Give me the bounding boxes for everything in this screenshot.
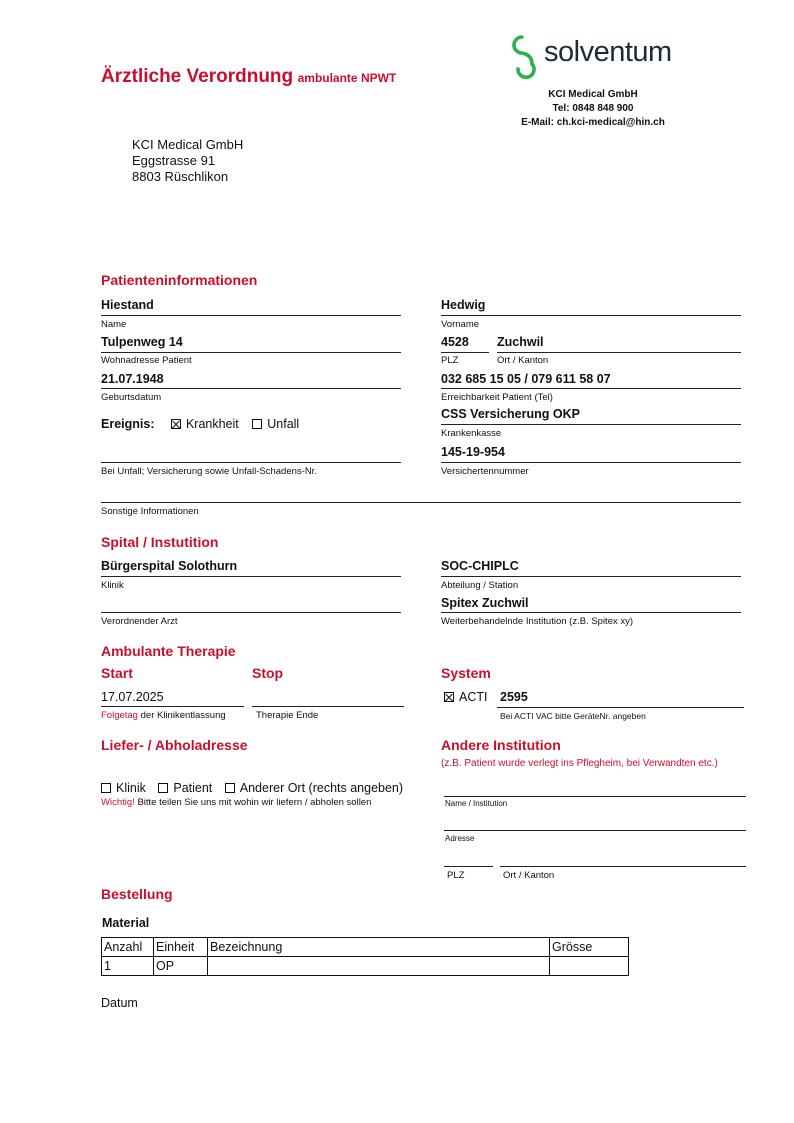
- vorname-label: Vorname: [441, 319, 480, 330]
- cell-anzahl[interactable]: 1: [102, 957, 154, 976]
- start-label-red: Folgetag: [101, 710, 138, 721]
- institution-name-line: [444, 796, 746, 797]
- delivery-note-red: Wichtig!: [101, 797, 135, 808]
- street-label: Wohnadresse Patient: [101, 355, 192, 366]
- accident-label: Bei Unfall; Versicherung sowie Unfall-Schadens-Nr.: [101, 466, 317, 477]
- other-institution-title: Andere Institution: [441, 737, 561, 753]
- birthdate-label: Geburtsdatum: [101, 392, 162, 403]
- accident-line: [101, 462, 401, 463]
- brand-name: solventum: [544, 36, 672, 68]
- event-option-krankheit[interactable]: [171, 417, 242, 431]
- delivery-option-label: Klinik: [116, 781, 146, 795]
- vorname-line: [441, 315, 741, 316]
- checkbox-empty-icon[interactable]: [252, 419, 262, 429]
- street-line: [101, 352, 401, 353]
- institution-plz-label: PLZ: [447, 870, 465, 881]
- institution-ort-line: [500, 866, 746, 867]
- institution-address-line: [444, 830, 746, 831]
- patient-insurer-value[interactable]: CSS Versicherung OKP: [441, 407, 580, 421]
- company-email: E-Mail: ch.kci-medical@hin.ch: [521, 117, 665, 128]
- name-label: Name: [101, 319, 127, 330]
- event-row: [101, 415, 299, 433]
- address-line-3: 8803 Rüschlikon: [132, 169, 229, 184]
- cell-bezeichnung[interactable]: [208, 957, 550, 976]
- phone-label: Erreichbarkeit Patient (Tel): [441, 392, 553, 403]
- therapy-section-title: Ambulante Therapie: [101, 643, 236, 659]
- cell-einheit[interactable]: OP: [154, 957, 208, 976]
- doctor-label: Verordnender Arzt: [101, 616, 178, 627]
- device-label: Bei ACTI VAC bitte GeräteNr. angeben: [500, 711, 646, 721]
- solventum-logo-icon: [508, 33, 542, 79]
- delivery-note: [101, 797, 371, 808]
- patient-name-value[interactable]: Hiestand: [101, 298, 154, 312]
- birthdate-line: [101, 388, 401, 389]
- followup-value[interactable]: Spitex Zuchwil: [441, 596, 529, 610]
- checkbox-empty-icon[interactable]: [158, 783, 168, 793]
- ort-line: [497, 352, 741, 353]
- start-line: [101, 706, 244, 707]
- patient-phone-value[interactable]: 032 685 15 05 / 079 611 58 07: [441, 372, 611, 386]
- event-label: Ereignis:: [101, 417, 155, 431]
- form-title: Ärztliche Verordnung: [101, 66, 294, 87]
- patient-plz-value[interactable]: 4528: [441, 335, 469, 349]
- address-line-1: KCI Medical GmbH: [132, 137, 244, 152]
- plz-line: [441, 352, 489, 353]
- insurance-number-label: Versichertennummer: [441, 466, 529, 477]
- table-row: [102, 957, 629, 976]
- clinic-line: [101, 576, 401, 577]
- department-value[interactable]: SOC-CHIPLC: [441, 559, 519, 573]
- event-option-unfall[interactable]: [252, 417, 299, 431]
- phone-line: [441, 388, 741, 389]
- insurer-label: Krankenkasse: [441, 428, 502, 439]
- system-title: System: [441, 665, 491, 681]
- brand-logo: [508, 33, 542, 84]
- patient-birthdate-value[interactable]: 21.07.1948: [101, 372, 164, 386]
- start-title: Start: [101, 665, 133, 681]
- device-line: [497, 707, 744, 708]
- delivery-option-other[interactable]: [225, 781, 403, 795]
- order-section-title: Bestellung: [101, 886, 173, 902]
- institution-address-label: Adresse: [445, 834, 475, 843]
- checkbox-checked-icon[interactable]: [444, 692, 454, 702]
- system-option-acti[interactable]: [444, 690, 487, 704]
- col-einheit-header: Einheit: [154, 938, 208, 957]
- address-line-2: Eggstrasse 91: [132, 153, 216, 168]
- clinic-value[interactable]: Bürgerspital Solothurn: [101, 559, 238, 573]
- department-line: [441, 576, 741, 577]
- system-option-label: ACTI: [459, 690, 488, 704]
- stop-line: [252, 706, 404, 707]
- clinic-label: Klinik: [101, 580, 124, 591]
- doctor-line: [101, 612, 401, 613]
- company-contact: [480, 88, 706, 130]
- company-name: KCI Medical GmbH: [548, 89, 638, 100]
- device-number-value[interactable]: 2595: [500, 690, 528, 704]
- institution-ort-label: Ort / Kanton: [503, 870, 555, 881]
- ort-label: Ort / Kanton: [497, 355, 549, 366]
- col-groesse-header: Grösse: [550, 938, 629, 957]
- event-option-label: Unfall: [267, 417, 300, 431]
- cell-groesse[interactable]: [550, 957, 629, 976]
- col-bezeichnung-header: Bezeichnung: [208, 938, 550, 957]
- start-label: [101, 710, 226, 721]
- checkbox-empty-icon[interactable]: [225, 783, 235, 793]
- stop-title: Stop: [252, 665, 284, 681]
- followup-label: Weiterbehandelnde Institution (z.B. Spitex xy): [441, 616, 634, 627]
- delivery-option-patient[interactable]: [158, 781, 215, 795]
- delivery-option-label: Patient: [173, 781, 213, 795]
- recipient-address: [132, 137, 243, 185]
- delivery-option-label: Anderer Ort (rechts angeben): [239, 781, 404, 795]
- hospital-section-title: Spital / Instutition: [101, 534, 219, 550]
- delivery-note-rest: Bitte teilen Sie uns mit wohin wir liefern / abholen sollen: [137, 797, 372, 808]
- date-label: Datum: [101, 996, 138, 1010]
- patient-vorname-value[interactable]: Hedwig: [441, 298, 486, 312]
- patient-ort-value[interactable]: Zuchwil: [497, 335, 544, 349]
- company-phone: Tel: 0848 848 900: [552, 103, 634, 114]
- col-anzahl-header: Anzahl: [102, 938, 154, 957]
- form-subtitle: ambulante NPWT: [297, 71, 397, 85]
- followup-line: [441, 612, 741, 613]
- insurance-number-line: [441, 462, 741, 463]
- start-date-value[interactable]: 17.07.2025: [101, 690, 164, 704]
- start-label-rest: der Klinikentlassung: [140, 710, 226, 721]
- institution-name-label: Name / Institution: [445, 799, 508, 808]
- delivery-options: [101, 779, 403, 797]
- event-option-label: Krankheit: [185, 417, 239, 431]
- material-table: [101, 937, 629, 976]
- patient-section-title: Patienteninformationen: [101, 272, 258, 288]
- stop-label: Therapie Ende: [256, 710, 319, 721]
- insurance-number-value[interactable]: 145-19-954: [441, 445, 505, 459]
- other-institution-note: (z.B. Patient wurde verlegt ins Pflegheim, bei Verwandten etc.): [441, 758, 718, 769]
- other-info-label: Sonstige Informationen: [101, 506, 199, 517]
- department-label: Abteilung / Station: [441, 580, 519, 591]
- institution-plz-line: [444, 866, 493, 867]
- delivery-section-title: Liefer- / Abholadresse: [101, 737, 248, 753]
- checkbox-checked-icon[interactable]: [171, 419, 181, 429]
- other-info-line: [101, 502, 741, 503]
- insurer-line: [441, 424, 741, 425]
- form-title-block: [101, 66, 396, 88]
- plz-label: PLZ: [441, 355, 459, 366]
- table-header-row: [102, 938, 629, 957]
- patient-street-value[interactable]: Tulpenweg 14: [101, 335, 183, 349]
- name-line: [101, 315, 401, 316]
- material-title: Material: [102, 916, 150, 930]
- checkbox-empty-icon[interactable]: [101, 783, 111, 793]
- delivery-option-klinik[interactable]: [101, 781, 149, 795]
